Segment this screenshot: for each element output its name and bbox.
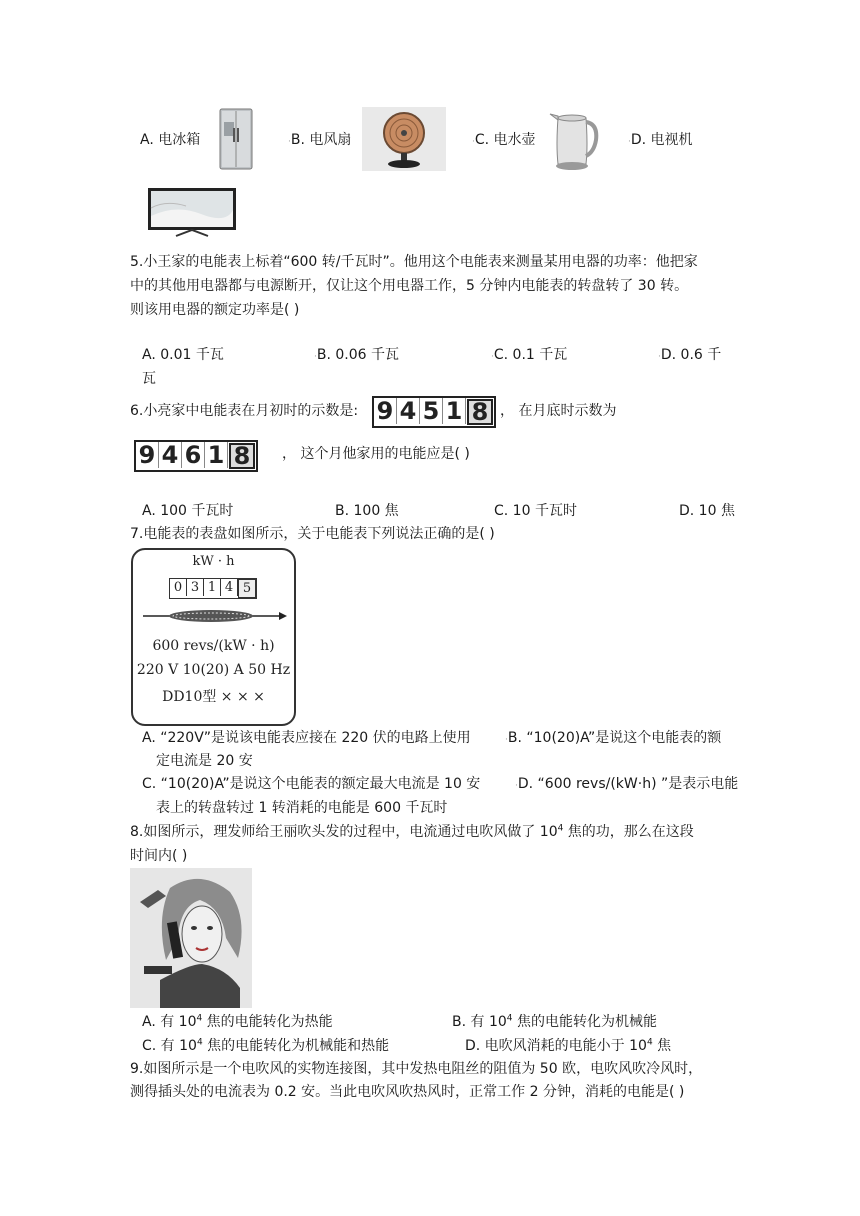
digit: 1 — [204, 579, 221, 596]
meter-unit: kW · h — [192, 554, 235, 569]
digit: 4 — [159, 442, 182, 468]
q9-stem-line-2: 测得插头处的电流表为 0.2 安。当此电吹风吹热风时，正常工作 2 分钟，消耗的电能是( ) — [130, 1084, 685, 1100]
q8-option-c — [142, 1036, 389, 1056]
electric-kettle-icon — [548, 106, 600, 174]
q8-stem-line-1 — [130, 822, 694, 842]
q8-option-a — [142, 1012, 333, 1032]
meter-model-label: DD10型 × × × — [162, 689, 265, 705]
q4-option-d-label: D. 电视机 — [630, 132, 693, 148]
q7-option-a: A. “220V”是说该电能表应接在 220 伏的电路上使用 — [142, 730, 471, 746]
q8-option-a-text: A. 有 10 — [142, 1014, 197, 1030]
q5-option-c: ·C. 0.1 千瓦 — [491, 347, 568, 363]
q4-option-b-label: B. 电风扇 — [290, 132, 352, 148]
exponent: 4 — [196, 1013, 203, 1024]
q5-option-d: ·D. 0.6 千 — [658, 347, 722, 363]
q4-option-d: ·D. 电视机 — [628, 132, 693, 148]
digit: 0 — [170, 579, 187, 596]
exponent: 4 — [646, 1037, 653, 1048]
q7-stem: 7.电能表的表盘如图所示，关于电能表下列说法正确的是( ) — [130, 526, 495, 542]
hairdryer-illustration — [130, 868, 252, 1008]
q5-stem-line-1: 5.小王家的电能表上标着“600 转/千瓦时”。他用这个电能表来测量某用电器的功率：他把家 — [130, 254, 698, 270]
q5-option-d-cont: 瓦 — [142, 371, 156, 387]
q8-stem-line-2: 时间内( ) — [130, 848, 188, 864]
rotating-disc-icon — [141, 606, 287, 626]
refrigerator-icon — [218, 108, 254, 170]
q4-option-c: ·C. 电水壶 — [472, 132, 536, 148]
q9-stem-line-1: 9.如图所示是一个电吹风的实物连接图，其中发热电阻丝的阻值为 50 欧，电吹风吹冷风时， — [130, 1061, 703, 1077]
q5-option-c-label: C. 0.1 千瓦 — [493, 347, 568, 363]
q8-stem-a: 8.如图所示，理发师给王丽吹头发的过程中，电流通过电吹风做了 10 — [130, 824, 558, 840]
q8-option-d-text: D. 电吹风消耗的电能小于 10 — [465, 1038, 647, 1054]
q6-option-b: B. 100 焦 — [335, 503, 399, 519]
electric-meter-dial — [131, 548, 296, 726]
q8-stem-b: 焦的功，那么在这段 — [563, 824, 694, 840]
q8-option-b-text-2: 焦的电能转化为机械能 — [512, 1014, 657, 1030]
q8-option-c-text-2: 焦的电能转化为机械能和热能 — [202, 1038, 390, 1054]
q5-option-a: A. 0.01 千瓦 — [142, 347, 224, 363]
digit-decimal: 8 — [467, 399, 493, 425]
digit-decimal: 8 — [229, 443, 255, 469]
q8-option-b-text: B. 有 10 — [452, 1014, 507, 1030]
q5-option-b: ·B. 0.06 千瓦 — [314, 347, 400, 363]
q7-option-d: ·D. “600 revs/(kW·h) ”是表示电能 — [515, 776, 739, 792]
q7-option-b-cont: 定电流是 20 安 — [156, 753, 253, 769]
digit: 9 — [136, 442, 159, 468]
q8-option-b — [452, 1012, 657, 1032]
digit: 1 — [205, 442, 228, 468]
meter-revs-label: 600 revs/(kW · h) — [152, 638, 275, 654]
q7-option-b-label: B. “10(20)A”是说这个电能表的额 — [507, 730, 722, 746]
q6-stem-c: ， 这个月他家用的电能应是( ) — [282, 446, 470, 462]
q4-option-c-label: C. 电水壶 — [474, 132, 536, 148]
q6-option-c: C. 10 千瓦时 — [494, 503, 577, 519]
digit: 9 — [374, 398, 397, 424]
meter-digits — [169, 578, 257, 599]
digit: 4 — [397, 398, 420, 424]
digit-decimal: 5 — [238, 579, 256, 598]
q7-option-b: ·B. “10(20)A”是说这个电能表的额 — [505, 730, 722, 746]
q5-stem-line-2: 中的其他用电器都与电源断开，仅让这个用电器工作，5 分钟内电能表的转盘转了 30 转。 — [130, 278, 689, 294]
q7-option-c: C. “10(20)A”是说这个电能表的额定最大电流是 10 安 — [142, 776, 481, 792]
q8-option-a-text-2: 焦的电能转化为热能 — [202, 1014, 333, 1030]
q4-option-b: ·B. 电风扇 — [288, 132, 352, 148]
q6-option-a: A. 100 千瓦时 — [142, 503, 234, 519]
digit: 6 — [182, 442, 205, 468]
q5-option-b-label: B. 0.06 千瓦 — [316, 347, 400, 363]
exponent: 4 — [196, 1037, 203, 1048]
q6-stem-a: 6.小亮家中电能表在月初时的示数是: — [130, 403, 359, 419]
digit: 1 — [443, 398, 466, 424]
meter-reading-end — [134, 440, 258, 472]
electric-fan-icon — [362, 107, 446, 171]
q4-option-a: A. 电冰箱 — [140, 132, 201, 148]
q7-option-d-cont: 表上的转盘转过 1 转消耗的电能是 600 千瓦时 — [156, 800, 448, 816]
meter-rating-label: 220 V 10(20) A 50 Hz — [136, 662, 291, 678]
q7-option-d-label: D. “600 revs/(kW·h) ”是表示电能 — [517, 776, 739, 792]
digit: 4 — [221, 579, 238, 596]
q8-option-d — [465, 1036, 671, 1056]
q8-option-c-text: C. 有 10 — [142, 1038, 197, 1054]
q8-option-d-text-2: 焦 — [652, 1038, 672, 1054]
digit: 5 — [420, 398, 443, 424]
q6-stem-b: ， 在月底时示数为 — [500, 403, 617, 419]
meter-reading-start — [372, 396, 496, 428]
q5-stem-line-3: 则该用电器的额定功率是( ) — [130, 302, 300, 318]
exponent: 4 — [557, 823, 564, 834]
television-icon — [146, 186, 238, 238]
q6-option-d: D. 10 焦 — [679, 503, 735, 519]
exponent: 4 — [506, 1013, 513, 1024]
q5-option-d-label: D. 0.6 千 — [660, 347, 722, 363]
digit: 3 — [187, 579, 204, 596]
